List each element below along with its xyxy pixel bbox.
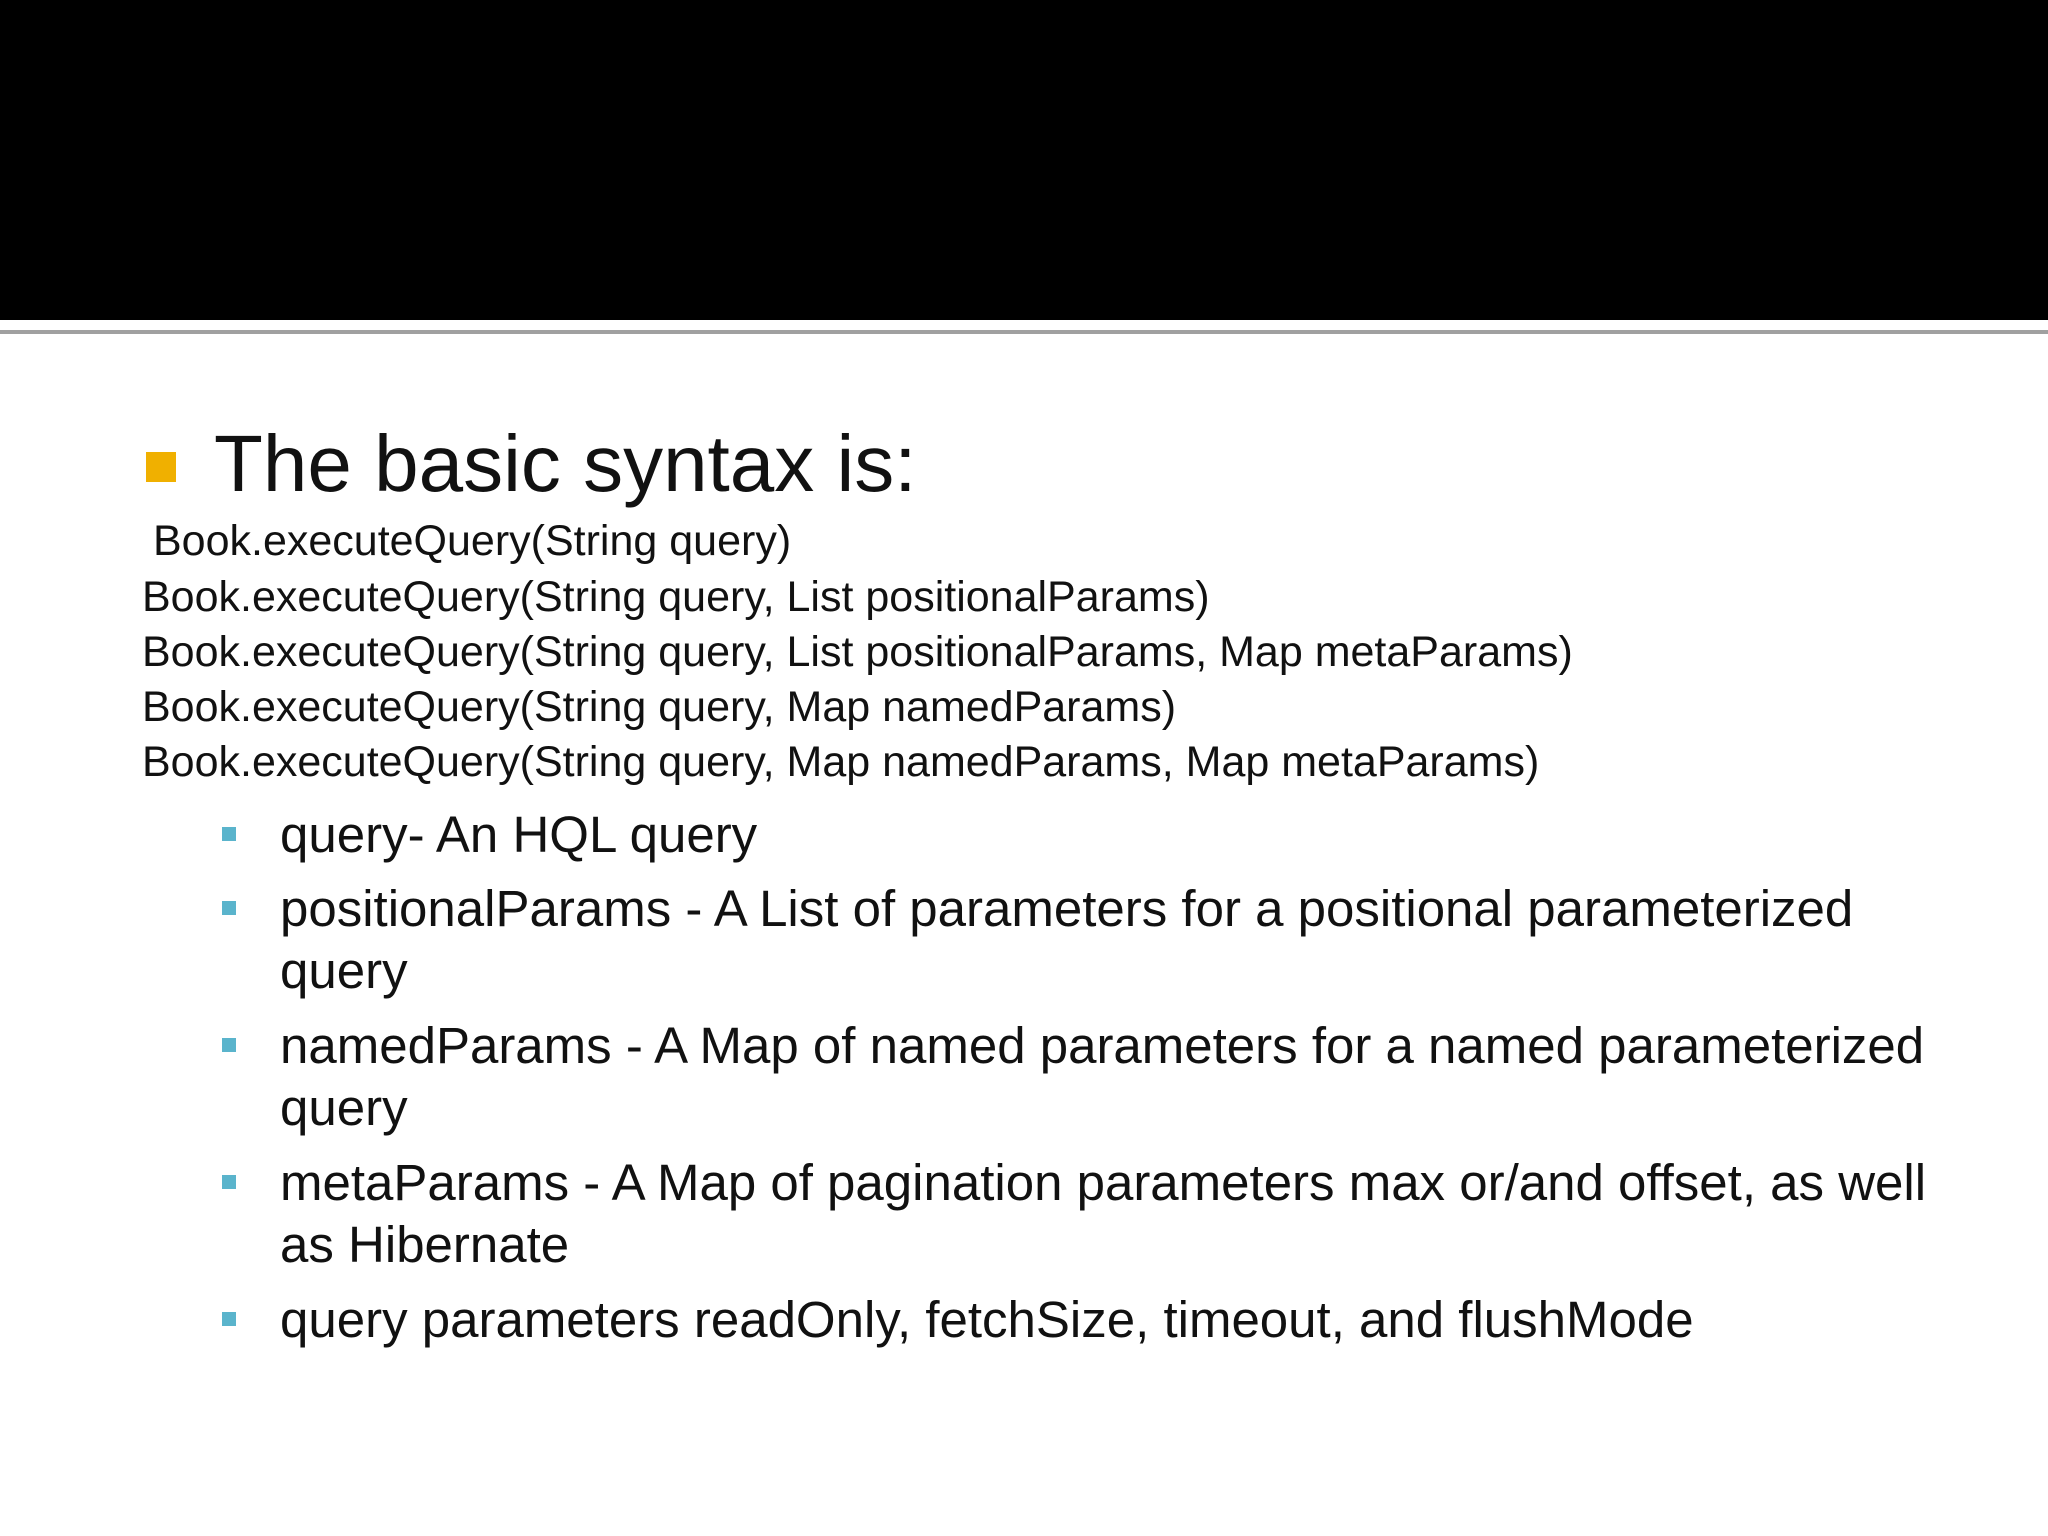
code-line: Book.executeQuery(String query, List positionalParams, Map metaParams)	[142, 628, 1573, 676]
square-bullet-icon	[222, 1312, 236, 1326]
bullet-text-query: query- An HQL query	[280, 806, 758, 863]
code-line: Book.executeQuery(String query, List positionalParams)	[142, 573, 1210, 621]
code-line: Book.executeQuery(String query)	[153, 517, 792, 565]
code-line: Book.executeQuery(String query, Map namedParams)	[142, 683, 1177, 731]
bullet-text-positional-params: positionalParams - A List of parameters for a positional parameterized query	[280, 880, 1854, 999]
bullet-text-query-parameters: query parameters readOnly, fetchSize, timeout, and flushMode	[280, 1291, 1694, 1348]
slide-heading: The basic syntax is:	[214, 419, 917, 508]
square-bullet-icon	[222, 1175, 236, 1189]
bullet-text-meta-params: metaParams - A Map of pagination parameters max or/and offset, as well as Hibernate	[280, 1154, 1927, 1273]
square-bullet-icon	[222, 1038, 236, 1052]
square-bullet-icon	[222, 827, 236, 841]
square-bullet-icon	[146, 452, 176, 482]
square-bullet-icon	[222, 901, 236, 915]
bullet-text-named-params: namedParams - A Map of named parameters for a named parameterized query	[280, 1017, 1925, 1136]
code-line: Book.executeQuery(String query, Map namedParams, Map metaParams)	[142, 738, 1540, 786]
